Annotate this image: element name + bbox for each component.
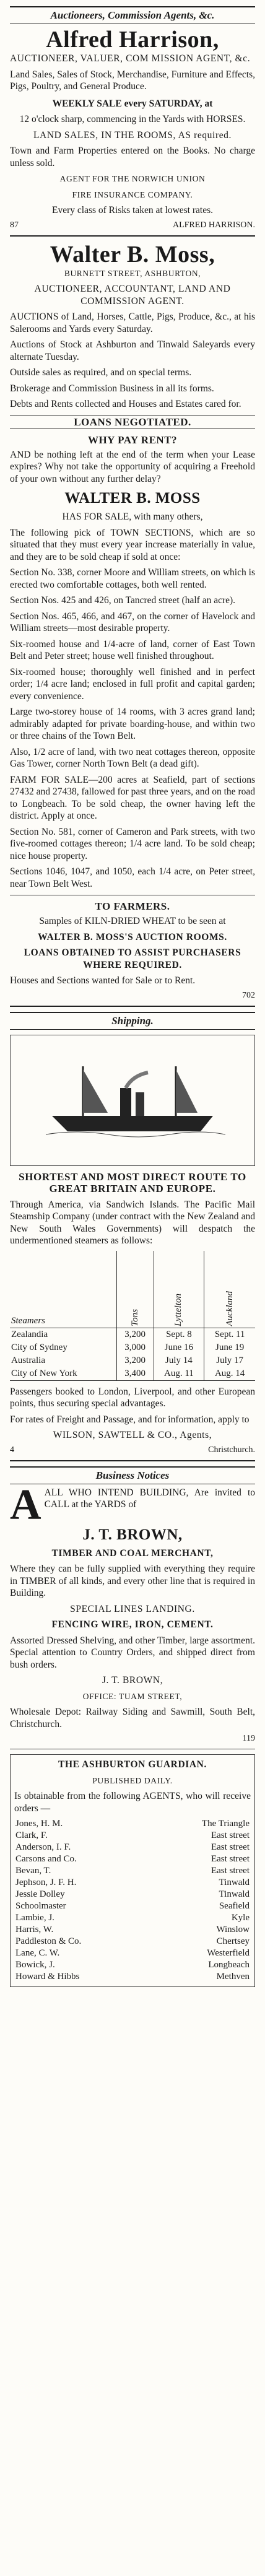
shipping-through: Through America, via Sandwich Islands. The Pacific Mail Steamship Company (under contract with the New Zealand and New South Wales Governments) will despatch the undermentioned steamers as follows:: [10, 1199, 255, 1246]
table-cell-name: City of New York: [10, 1367, 116, 1381]
divider: [10, 235, 255, 237]
agent-row: [14, 1912, 251, 1924]
sale-item: Large two-storey house of 14 rooms, with 3 acres grand land; admirably adapted for private boarding-house, and within two or three chains of the Town Belt.: [10, 707, 255, 741]
agent-name: Jones, H. M.: [15, 1819, 63, 1829]
agent-location: Tinwald: [219, 1889, 250, 1899]
agent-location: Westerfield: [207, 1948, 250, 1958]
agent-name: Bevan, T.: [15, 1866, 51, 1876]
agent-line-1: AGENT FOR THE NORWICH UNION: [59, 174, 206, 183]
table-row: [10, 1367, 255, 1381]
agent-location: Seafield: [219, 1901, 250, 1911]
agent-location: Chertsey: [216, 1936, 250, 1946]
agent-row: [14, 1971, 251, 1983]
sale-item: Sections 1046, 1047, and 1050, each 1/4 acre, on Peter street, near Town Belt West.: [10, 866, 255, 889]
land-sales: LAND SALES, IN THE ROOMS, AS required.: [33, 129, 232, 141]
agent-name: Harris, W.: [15, 1925, 54, 1934]
business-ref: [10, 1734, 255, 1744]
agent-name: Lambie, J.: [15, 1913, 54, 1923]
agent-name: Jephson, J. F. H.: [15, 1878, 77, 1887]
guardian-lead: Is obtainable from the following AGENTS, who will receive orders —: [14, 1791, 251, 1814]
table-cell-lyttelton: July 14: [154, 1354, 204, 1367]
harrison-sales: Land Sales, Sales of Stock, Merchandise, Furniture and Effects, Pigs, Poultry, and General Produce.: [10, 69, 255, 92]
agent-location: Longbeach: [208, 1960, 250, 1970]
special-lines: SPECIAL LINES LANDING.: [70, 1603, 195, 1614]
moss-debts: Debts and Rents collected and Houses and Estates cared for.: [10, 399, 241, 409]
sale-heading: WALTER B. MOSS: [64, 490, 201, 507]
table-cell-auckland: June 19: [204, 1341, 255, 1354]
shipping-agents: WILSON, SAWTELL & CO., Agents,: [53, 1430, 212, 1440]
wholesale: Wholesale Depot: Railway Siding and Sawmill, South Belt, Christchurch.: [10, 1707, 255, 1730]
agent-name: Schoolmaster: [15, 1901, 66, 1911]
ad-number: 702: [242, 990, 255, 1000]
agent-location: Kyle: [231, 1913, 250, 1923]
brown-name: J. T. BROWN,: [82, 1526, 183, 1543]
column-header: Lyttelton: [154, 1251, 204, 1328]
agent-name: Anderson, I. F.: [15, 1842, 71, 1852]
town-farm: Town and Farm Properties entered on the Books. No charge unless sold.: [10, 146, 255, 168]
divider: [10, 1006, 255, 1007]
moss-stock-sales: Auctions of Stock at Ashburton and Tinwald Saleyards every alternate Tuesday.: [10, 339, 255, 362]
agent-line-2: FIRE INSURANCE COMPANY.: [72, 189, 193, 199]
table-cell-tons: 3,200: [116, 1354, 154, 1367]
agent-name: Paddleston & Co.: [15, 1936, 82, 1946]
moss-titles: AUCTIONEER, ACCOUNTANT, LAND AND COMMISSION AGENT.: [34, 284, 231, 307]
business-header: Business Notices: [10, 1466, 255, 1484]
agent-row: [14, 1936, 251, 1947]
agent-location: East street: [211, 1866, 250, 1876]
agent-name: Carsons and Co.: [15, 1854, 77, 1864]
agent-name: Howard & Hibbs: [15, 1972, 80, 1982]
sale-item: Six-roomed house; thoroughly well finished and in perfect order; 1/4 acre land; enclosed in full profit and capital garden; every convenience.: [10, 666, 255, 702]
agent-location: The Triangle: [201, 1819, 250, 1829]
agent-row: [14, 1924, 251, 1936]
agent-location: East street: [211, 1830, 250, 1840]
drop-cap: A: [10, 1481, 41, 1529]
brown-trade: TIMBER AND COAL MERCHANT,: [51, 1547, 214, 1559]
agent-row: [14, 1830, 251, 1842]
shipping-signature: [10, 1445, 255, 1455]
table-cell-auckland: Sept. 11: [204, 1328, 255, 1341]
table-cell-lyttelton: Sept. 8: [154, 1328, 204, 1341]
sale-item: Six-roomed house and 1/4-acre of land, corner of East Town Belt and Peter street; house well finished throughout.: [10, 638, 255, 661]
table-cell-name: Zealandia: [11, 1329, 48, 1339]
moss-ref: [10, 991, 255, 1001]
weekly-sale-body: 12 o'clock sharp, commencing in the Yards with HORSES.: [19, 114, 246, 124]
kiln-rooms: WALTER B. MOSS'S AUCTION ROOMS.: [38, 931, 227, 942]
route-heading: SHORTEST AND MOST DIRECT ROUTE TO GREAT BRITAIN AND EUROPE.: [19, 1170, 246, 1194]
brown-office: OFFICE: TUAM STREET,: [82, 1691, 183, 1701]
brown-where: Where they can be fully supplied with everything they require in TIMBER of all kinds, and every other line that is required in Building.: [10, 1564, 255, 1598]
column-header: Steamers: [10, 1251, 116, 1328]
table-cell-tons: 3,000: [116, 1341, 154, 1354]
section-header: Auctioneers, Commission Agents, &c.: [10, 6, 255, 24]
sale-item: Section Nos. 465, 466, and 467, on the corner of Havelock and William streets—most desirable property.: [10, 611, 255, 633]
harrison-signature: [10, 220, 255, 230]
ad-number: 4: [10, 1445, 14, 1455]
sale-item: Also, 1/2 acre of land, with two neat cottages thereon, opposite Gas Tower, corner North Town Belt (a dead gift).: [10, 746, 255, 769]
moss-address: BURNETT STREET, ASHBURTON,: [64, 268, 201, 278]
fencing: FENCING WIRE, IRON, CEMENT.: [51, 1619, 214, 1630]
table-cell-auckland: Aug. 14: [204, 1367, 255, 1381]
ad-number: 87: [10, 220, 19, 230]
agent-location: Methven: [216, 1972, 250, 1982]
table-cell-name: Australia: [11, 1355, 45, 1365]
loans-obtained: LOANS OBTAINED TO ASSIST PURCHASERS WHERE REQUIRED.: [24, 947, 241, 970]
guardian-ad: [10, 1754, 255, 1987]
brown-signature: J. T. BROWN,: [102, 1675, 163, 1686]
shipping-header: Shipping.: [10, 1012, 255, 1030]
table-row: [10, 1341, 255, 1354]
agent-name: Bowick, J.: [15, 1960, 55, 1970]
table-row: [10, 1354, 255, 1367]
kiln-wheat: Samples of KILN-DRIED WHEAT to be seen at: [39, 916, 226, 926]
ad-number: 119: [242, 1734, 255, 1743]
sale-subheading: HAS FOR SALE, with many others,: [62, 511, 203, 522]
guardian-title: THE ASHBURTON GUARDIAN.: [58, 1759, 207, 1770]
loans-negotiated: LOANS NEGOTIATED.: [10, 416, 255, 429]
table-cell-tons: 3,200: [116, 1328, 154, 1341]
agent-location: Tinwald: [219, 1878, 250, 1887]
agent-location: Winslow: [216, 1925, 250, 1934]
agents-table: [14, 1818, 251, 1983]
harrison-intro: AUCTIONEER, VALUER, COM MISSION AGENT, &c.: [10, 53, 251, 64]
sailing-table: [10, 1251, 255, 1381]
why-pay-rent-body: AND be nothing left at the end of the term when your Lease expires? Why not take the opportunity of acquiring a Freehold of your own without any further delay?: [10, 449, 255, 484]
divider: [10, 1460, 255, 1461]
sale-item: Section No. 581, corner of Cameron and Park streets, with two five-roomed cottages thereon; 1/4 acre land. To be sold cheap; nice house property.: [10, 826, 255, 861]
passengers: Passengers booked to London, Liverpool, and other European points, thus securing special advantages.: [10, 1386, 255, 1409]
agent-row: [14, 1947, 251, 1959]
table-cell-name: City of Sydney: [11, 1342, 67, 1352]
moss-auctions: AUCTIONS of Land, Horses, Cattle, Pigs, Produce, &c., at his Salerooms and Yards every Saturday.: [10, 311, 255, 334]
signature-name: ALFRED HARRISON.: [172, 220, 255, 230]
weekly-sale-title: WEEKLY SALE every SATURDAY, at: [52, 98, 213, 109]
why-pay-rent: WHY PAY RENT?: [87, 433, 178, 446]
advertiser-name: Walter B. Moss,: [50, 241, 215, 268]
assorted: Assorted Dressed Shelving, and other Timber, large assortment. Special attention to Country Orders, and shipped direct from bush orders.: [10, 1635, 255, 1670]
column-header: Auckland: [204, 1251, 255, 1328]
agent-name: Lane, C. W.: [15, 1948, 60, 1958]
moss-ad: [10, 242, 255, 1001]
sale-list: [10, 567, 255, 890]
freight: For rates of Freight and Passage, and for information, apply to: [10, 1414, 250, 1425]
sale-body: The following pick of TOWN SECTIONS, which are so situated that they must every year increase materially in value, and they are to be sold cheap if sold at once:: [10, 527, 255, 562]
agent-location: East street: [211, 1842, 250, 1852]
moss-outside: Outside sales as required, and on special terms.: [10, 367, 192, 378]
to-farmers: TO FARMERS.: [95, 900, 170, 912]
steamship-illustration: [10, 1035, 255, 1166]
building-intro: AALL WHO INTEND BUILDING, Are invited to CALL at the YARDS of: [10, 1481, 255, 1529]
agent-row: [14, 1842, 251, 1853]
houses-wanted: Houses and Sections wanted for Sale or to Rent.: [10, 975, 196, 986]
agent-name: Jessie Dolley: [15, 1889, 65, 1899]
agent-row: [14, 1959, 251, 1971]
steamship-icon: [40, 1054, 225, 1147]
sale-item: FARM FOR SALE—200 acres at Seafield, part of sections 27432 and 27438, fallowed for past three years, and on the road to Longbeach. To be sold cheap, the owner having left the district. Apply at once.: [10, 774, 255, 821]
every-class: Every class of Risks taken at lowest rates.: [52, 205, 213, 215]
table-cell-lyttelton: June 16: [154, 1341, 204, 1354]
sale-item: Section Nos. 425 and 426, on Tancred street (half an acre).: [10, 595, 236, 606]
moss-brokerage: Brokerage and Commission Business in all its forms.: [10, 383, 214, 394]
table-cell-tons: 3,400: [116, 1367, 154, 1381]
agent-row: [14, 1818, 251, 1830]
advertiser-name: Alfred Harrison,: [46, 27, 219, 53]
agent-row: [14, 1877, 251, 1889]
agent-row: [14, 1853, 251, 1865]
table-row: [10, 1328, 255, 1341]
table-cell-auckland: July 17: [204, 1354, 255, 1367]
column-header: Tons: [116, 1251, 154, 1328]
agent-name: Clark, F.: [15, 1830, 48, 1840]
agent-row: [14, 1865, 251, 1877]
agent-location: East street: [211, 1854, 250, 1864]
table-cell-lyttelton: Aug. 11: [154, 1367, 204, 1381]
agent-row: [14, 1889, 251, 1900]
harrison-ad: [10, 27, 255, 230]
agent-row: [14, 1900, 251, 1912]
guardian-subtitle: PUBLISHED DAILY.: [92, 1775, 173, 1785]
sale-item: Section No. 338, corner Moore and William streets, on which is erected two comfortable cottages, both well rented.: [10, 567, 255, 590]
place: Christchurch.: [208, 1445, 255, 1455]
